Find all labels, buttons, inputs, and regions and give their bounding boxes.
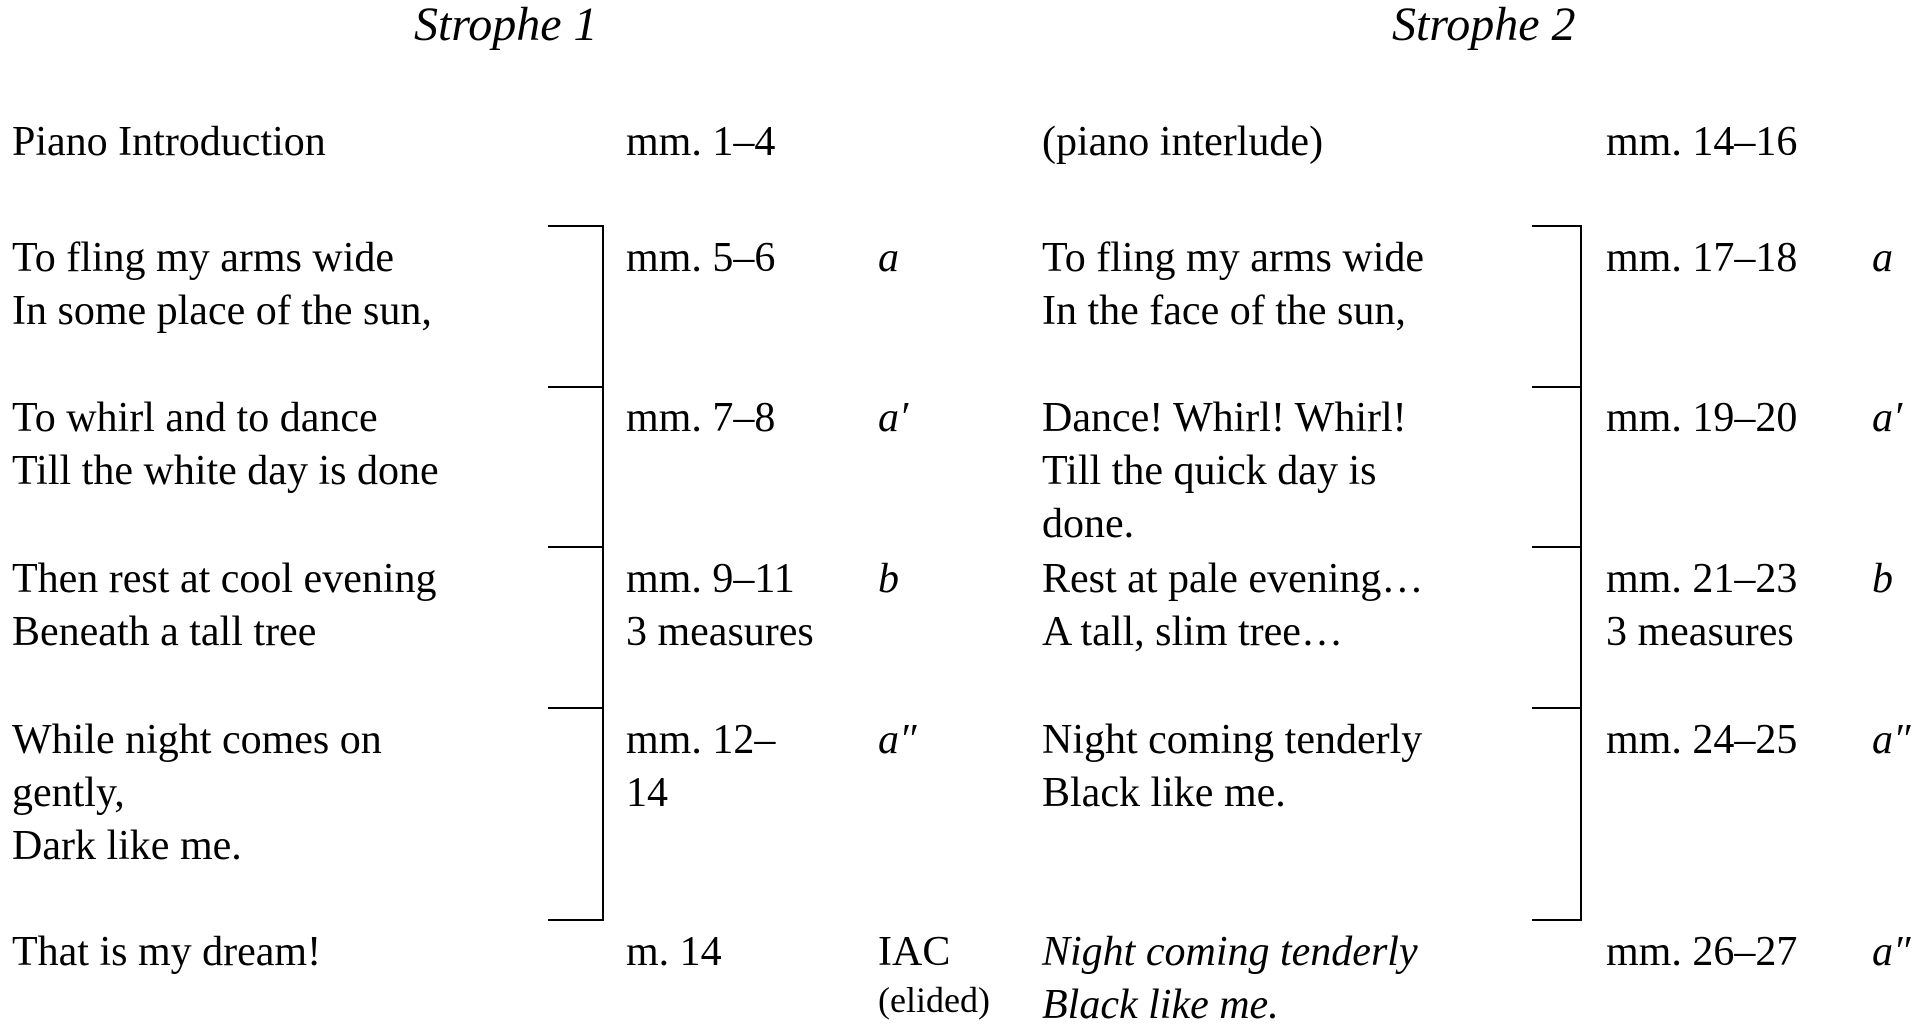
s1-intro-text: Piano Introduction: [12, 119, 326, 165]
s1-row4-label: a″: [878, 717, 917, 763]
s2-row2-line3: done.: [1042, 501, 1135, 547]
s2-row1-line1: To fling my arms wide: [1042, 235, 1424, 281]
s2-intro-text: (piano interlude): [1042, 119, 1324, 165]
s1-closing-cadence-note: (elided): [878, 980, 990, 1020]
s2-row1-line2: In the face of the sun,: [1042, 288, 1406, 334]
s2-bracket-divider: [1532, 546, 1582, 548]
s2-bracket-divider: [1532, 707, 1582, 709]
strophe-1-header: Strophe 1: [414, 0, 598, 51]
s2-intro-measures: mm. 14–16: [1606, 119, 1798, 165]
s2-row4-line2: Black like me.: [1042, 770, 1286, 816]
s2-row2-measures: mm. 19–20: [1606, 395, 1798, 441]
s2-row3-label: b: [1872, 556, 1893, 602]
s2-row3-line2: A tall, slim tree…: [1042, 609, 1343, 655]
s1-row3-measures-note: 3 measures: [626, 609, 814, 655]
s1-row2-line2: Till the white day is done: [12, 448, 439, 494]
s2-bracket-divider: [1532, 386, 1582, 388]
s1-row1-line2: In some place of the sun,: [12, 288, 432, 334]
s1-closing-measures: m. 14: [626, 929, 722, 975]
s2-closing-label: a″: [1872, 929, 1911, 975]
s2-row1-measures: mm. 17–18: [1606, 235, 1798, 281]
s1-closing-cadence: IAC: [878, 929, 951, 975]
s1-row1-measures: mm. 5–6: [626, 235, 776, 281]
s1-row2-measures: mm. 7–8: [626, 395, 776, 441]
s1-phrase-bracket: [548, 225, 604, 921]
s2-row2-line1: Dance! Whirl! Whirl!: [1042, 395, 1407, 441]
s2-row4-measures: mm. 24–25: [1606, 717, 1798, 763]
s1-row3-label: b: [878, 556, 899, 602]
s1-row1-label: a: [878, 235, 899, 281]
s2-row2-line2: Till the quick day is: [1042, 448, 1377, 494]
s2-row2-label: a′: [1872, 395, 1903, 441]
s1-row3-measures: mm. 9–11: [626, 556, 795, 602]
s1-row4-line3: Dark like me.: [12, 823, 242, 869]
s2-row3-line1: Rest at pale evening…: [1042, 556, 1424, 602]
s2-row3-measures: mm. 21–23: [1606, 556, 1798, 602]
s2-row3-measures-note: 3 measures: [1606, 609, 1794, 655]
s1-row4-measures-cont: 14: [626, 770, 668, 816]
s2-row1-label: a: [1872, 235, 1893, 281]
s2-closing-line2: Black like me.: [1042, 982, 1279, 1028]
s1-intro-measures: mm. 1–4: [626, 119, 776, 165]
s1-row4-line1: While night comes on: [12, 717, 382, 763]
s1-closing-text: That is my dream!: [12, 929, 322, 975]
s2-closing-line1: Night coming tenderly: [1042, 929, 1418, 975]
s1-row3-line1: Then rest at cool evening: [12, 556, 437, 602]
s1-row1-line1: To fling my arms wide: [12, 235, 394, 281]
s1-bracket-divider: [548, 707, 604, 709]
s1-row3-line2: Beneath a tall tree: [12, 609, 317, 655]
s1-row4-measures: mm. 12–: [626, 717, 776, 763]
s2-row4-label: a″: [1872, 717, 1911, 763]
s1-bracket-divider: [548, 546, 604, 548]
s2-closing-measures: mm. 26–27: [1606, 929, 1798, 975]
s1-row2-label: a′: [878, 395, 909, 441]
s1-bracket-divider: [548, 386, 604, 388]
strophe-2-header: Strophe 2: [1392, 0, 1576, 51]
s1-row2-line1: To whirl and to dance: [12, 395, 378, 441]
s2-phrase-bracket: [1532, 225, 1582, 921]
s2-row4-line1: Night coming tenderly: [1042, 717, 1423, 763]
s1-row4-line2: gently,: [12, 770, 125, 816]
